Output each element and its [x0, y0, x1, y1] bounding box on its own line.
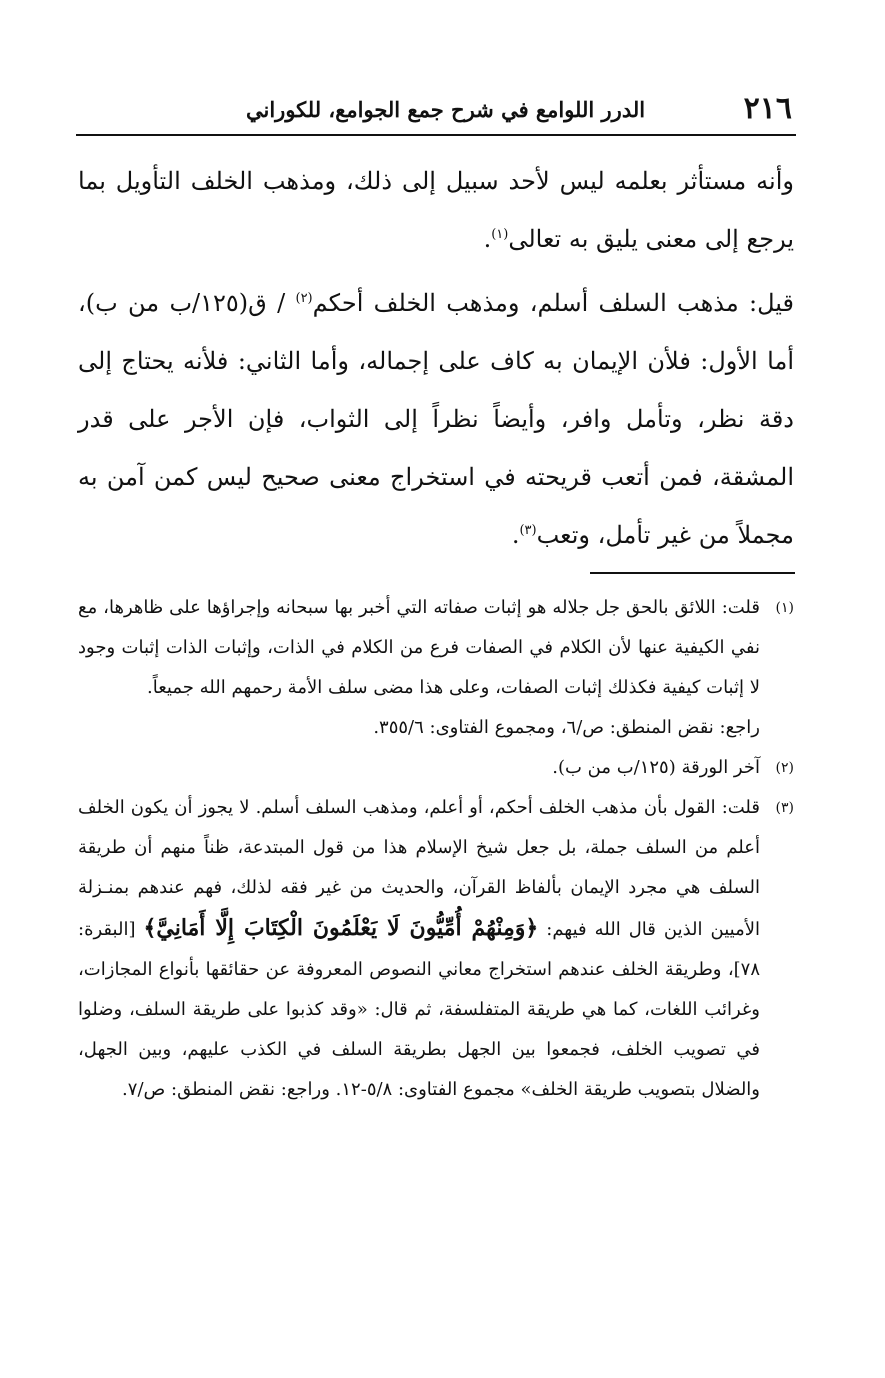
footnote-number: (١)	[775, 600, 794, 616]
footnote-number: (٢)	[775, 760, 794, 776]
footnote-2	[78, 748, 794, 788]
footnote-separator	[590, 572, 795, 574]
footnote-3	[78, 788, 794, 1110]
footnote-text	[78, 788, 760, 1110]
header-divider	[76, 134, 796, 136]
footnote-text: آخر الورقة (١٢٥/ب من ب).	[552, 757, 760, 778]
footnote-1	[78, 588, 794, 748]
page-number: ٢١٦	[743, 91, 792, 126]
paragraph-2-text-a: قيل: مذهب السلف أسلم، ومذهب الخلف أحكم	[312, 289, 794, 317]
paragraph-1-end: .	[483, 225, 492, 253]
paragraph-2	[78, 274, 794, 564]
paragraph-1	[78, 152, 794, 268]
footnote-text: قلت: اللائق بالحق جل جلاله هو إثبات صفاته التي أخبر بها سبحانه وإجراؤها على ظاهرها، مع نفي الكيفية عنها لأن الكلام في الصفات فرع من الكلام في الذات، وإثبات الذات إثبات وجود لا إثبات كيفية فكذلك إثبات الصفات، وعلى هذا مضى سلف الأمة رحمهم الله جميعاً.	[78, 597, 760, 698]
footnote-ref-3: (٣)	[519, 523, 537, 538]
paragraph-1-text: وأنه مستأثر بعلمه ليس لأحد سبيل إلى ذلك، ومذهب الخلف التأويل بما يرجع إلى معنى يليق به تعالى	[78, 167, 794, 253]
running-header	[76, 88, 796, 130]
paragraph-2-text-b: / ق(١٢٥/ب من ب)، أما الأول: فلأن الإيمان به كاف على إجماله، وأما الثاني: فلأنه يحتاج إلى دقة نظر، وتأمل وافر، وأيضاً نظراً إلى الثواب، فإن الأجر على قدر المشقة، فمن أتعب قريحته في استخراج معنى صحيح ليس كمن آمن به مجملاً من غير تأمل، وتعب	[78, 289, 794, 549]
footnote-text-a: قلت: القول بأن مذهب الخلف أحكم، أو أعلم، ومذهب السلف أسلم. لا يجوز أن يكون الخلف أعلم من السلف جملة، بل جعل شيخ الإسلام هذا من قول المبتدعة، ظناً منهم أن طريقة السلف هي مجرد الإيمان بألفاظ القرآن، والحديث من غير فقه لذلك، فهم عندهم بمنـزلة الأميين الذين قال الله فيهم:	[78, 797, 760, 940]
footnote-reference: راجع: نقض المنطق: ص/٦، ومجموع الفتاوى: ٣٥٥/٦.	[373, 717, 760, 738]
footnote-number: (٣)	[775, 800, 794, 816]
footnotes	[78, 588, 794, 1110]
footnote-ref-1: (١)	[491, 227, 509, 242]
footnote-ref-2: (٢)	[295, 291, 313, 306]
main-text	[78, 152, 794, 564]
footnote-text-b: [البقرة: ٧٨]، وطريقة الخلف عندهم استخراج معاني النصوص المعروفة عن حقائقها بأنواع المجازات، وغرائب اللغات، كما هي طريقة المتفلسفة، ثم قال: «وقد كذبوا على طريقة السلف، وضلوا في تصويب الخلف، فجمعوا بين الجهل بطريقة السلف في الكذب عليهم، وبين الجهل، والضلال بتصويب طريقة الخلف» مجموع الفتاوى: ٥/٨-١٢. وراجع: نقض المنطق: ص/٧.	[78, 919, 760, 1100]
paragraph-2-end: .	[511, 521, 520, 549]
book-title: الدرر اللوامع في شرح جمع الجوامع، للكوراني	[246, 97, 646, 122]
quran-verse: ﴿وَمِنْهُمْ أُمِّيُّونَ لَا يَعْلَمُونَ الْكِتَابَ إِلَّا أَمَانِيَّ﴾	[143, 915, 539, 941]
